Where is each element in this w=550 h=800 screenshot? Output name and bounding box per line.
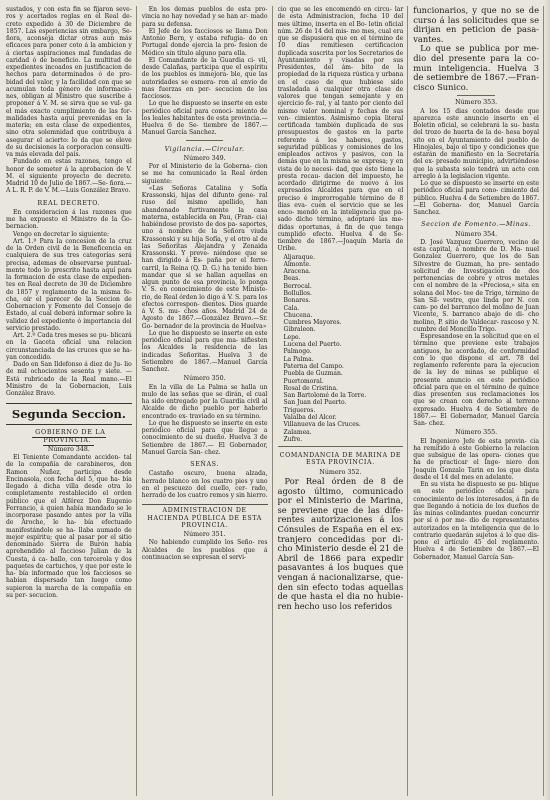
notice-number: Número 348. — [47, 445, 90, 453]
notice-number: Número 350. — [183, 375, 226, 383]
column-3 — [278, 6, 409, 796]
decree-signature: Dado en San Ildefonso á diez de Ju- lio de mil ochocientos sesenta y siete. —Está rubricado de la Real mano.—El Ministro de la Gobernacion, Luis González Bravo. — [6, 361, 132, 397]
town-list-item: Valalba del Alcor. — [283, 414, 337, 422]
decree-article-1: Art. 1.º Para la concesion de la cruz de la Orden civil de la Beneficencia en cualquiera de sus tres categorías será precisa, ademas de observarse puntual- mente todo lo prescrito hasta aquí para la formacion de esta clase de expedien- tes en Real decreto de 30 de Diciembre de 1857 y reglamento de la misma fe- cha, oír el parecer de la Seccion de Gobernacion y Fomento del Consejo de Estado, al cual deberá informar sobre la validez del expediente ó importancia del servicio prestado. — [6, 237, 132, 332]
column-1-paragraph: sustados, y con esta fin se fijaron seve- ros y acertados reglas en el Real de- creto expedido á 30 de Diciembre de 1857. Las esperiencias sin embargo, Se- ñora, aconseja dictar otras aun más eficaces para poner coto á la ambicion y á ciertas aspiraciones mal fundadas de caridad ó de beneficio. La multitud de expedientes incoados en justificacion de hechos para determinados ó de pro- bidad del valor, y la facilidad con que se acumulan toda género de informacio- nes, obligan al Ministro que suscribe á proponer á V. M. se sirva que se vul- ga el más exacto cumplimiento de las for- malidades hasta aquí prevenidas en la materia; en esta clase de expedientes, sino otra solemnidad que contribuya á asegurar el acierto: lo da que se eleve de su decisiones la corporacion consulti- va más elevada del país. — [6, 6, 132, 158]
marina-heading: COMANDANCIA DE MARINA DE ESTA PROVINCIA. — [279, 452, 402, 467]
separator-rule — [186, 140, 224, 141]
town-list-item: Puebla de Guzman. — [283, 370, 343, 378]
town-list-item: Paterna del Campo. — [283, 362, 344, 370]
notice-paragraph: Por Real órden de 8 de agosto último, comunicado por el Ministerio de Marina, se previene que de las dife- rentes autorizaciones á los Cónsules de España en el ex- tranjero concedidas por di- cho Ministerio desde el 21 de Abril de 1866 para expedir pasavantes á los buques que vengan á nacionalizarse, que- den sin efecto todas aquellas de que hasta el dia no hubie- ren hecho uso los referidos — [277, 475, 404, 611]
notice-paragraph: A los 15 dias contados desde que aparezca este anuncio inserto en el Boletin oficial, se celebrará la su- basta del trozo de huerta de la de- hesa boyal sito en el Ayuntamiento del pueblo de Hinojales, bajo el tipo y condiciones que estarán de manifiesto en la Secretaría del ex- presado municipio, advirtiéndose que la subasta solo tendrá un acto con arreglo á la legislacion vigente. — [413, 107, 539, 180]
town-list-item: Almonte. — [283, 260, 312, 268]
town-list-item: Villanueva de las Cruces. — [283, 421, 361, 429]
real-decreto-heading: REAL DECRETO. — [37, 199, 101, 207]
notice-paragraph: En su vista he dispuesto se pu- blique en este periódico oficial para conocimiento de los interesados, á fin de que llegando á noticia de los dueños de las minas colindantes puedan concurrir por sí ó por me- dio de representantes autorizados en la inteligencia que de lo contrario quedarán sujetos á lo que dis- pone el artículo 45 del reglamento. Huelva 4 de Setiembre de 1867.—El Gobernador, Manuel García San- — [413, 481, 539, 561]
notice-number: Número 352. — [319, 468, 362, 476]
notice-paragraph: El Ingeniero Jefe de esta provin- cia ha remitido á este Gobierno la relacion que subsigue de las opera- ciones que ha de practicar el Inge- niero don Joaquín Gonzalo Tarin en los que dista desde el 14 del mes en adelante. — [413, 437, 539, 481]
notice-number: Número 351. — [183, 531, 226, 538]
town-list-item: Puertomoral. — [283, 377, 324, 385]
town-list-item: Gibraleon. — [283, 326, 316, 334]
notice-paragraph: Lo que se dispuesto se inserte en este periódico oficial para cono- cimiento del público. Huelva 4 de Setiembre de 1867.—El Goberna- dor, Manuel García Sanchez. — [413, 180, 539, 217]
notice-number: Número 355. — [455, 429, 498, 437]
notice-paragraph: Por el Ministerio de la Goberna- cion se me ha comunicado la Real órden siguiente: — [141, 163, 268, 185]
town-list-item: San Juan del Puerto. — [283, 399, 347, 407]
town-list-item: Rosal de Cristina. — [283, 384, 338, 392]
notice-paragraph: El Comandante de la Guardia ci- vil, desde Calañas, participa que el espíritu de los pueblos es inmejora- ble, que las autoridades se esmera- ron al envio de mas fuerzas en per- secucion de los facciosos. — [141, 56, 268, 100]
town-list-item: Bonares. — [283, 297, 311, 305]
notice-paragraph: «Las Señoras Catalina y Sofía Krassonski, hijas del difunto gene- ral ruso del mismo apellido, han abandonado furtivamente la casa materna, establecida en Pau, (Fran- cia) habiéndose provisto de dos pa- saportes, uno á nombre de la Señora viuda Krassonski y su hija Sofía, y el otro al de las Señoritas Alejandra y Zenaida Krassonski. Y preve- niéndose que se han dirigido á Es- paña por el ferro-carril, la Reina (Q. D. G.) ha tenido bien mandar que si se hallan aquellas en algun punto de esa provincia, lo ponga V. S. en conocimiento de este Ministe- rio, de Real órden lo digo á V. S. para los efectos correspon- dientes. Dios guarde á V. S. mu- chos años. Madrid 24 de Agosto de 1867.—González Bravo.—Sr. Go- bernador de la provincia de Huelva» — [141, 184, 268, 330]
hacienda-heading: ADMINISTRACION DE HACIENDA PÚBLICA DE ESTA PROVINCIA. — [142, 504, 268, 529]
town-list-item: Cumbres Mayores. — [283, 319, 342, 327]
notice-number: Número 349. — [183, 154, 226, 162]
decree-article-2: Art. 2.º Cada tres meses se pu- blicará en la Gaceta oficial una relacion circunstanciada de las cruces que se ha- yan concedido. — [6, 332, 132, 361]
column-1-paragraph: Fundado en estas razones, tengo el honor de someter á la aprobacion de V. M. el siguiente proyecto de decreto. Madrid 10 de Julio de 1867.—Se- ñora.—A L. R. P. de V. M.—Luis González Bravo. — [6, 158, 132, 195]
senas-heading: SEÑAS. — [190, 461, 219, 468]
section-title: Segunda Seccion. — [6, 403, 132, 425]
gobierno-heading-text: GOBIERNO DE LA PROVINCIA. — [32, 428, 105, 445]
gobierno-heading — [6, 429, 132, 444]
town-list-item: Aljaraque. — [283, 253, 316, 261]
column-1-paragraph: En consideracion á las razones que me ha expuesto el Ministro de la Go- bernacion. — [6, 208, 132, 231]
notice-paragraph: Lo que he dispuesto se inserte en este periódico oficial para que ma- nifiesten los Alcaldes la residencia de las indicadas Señoritas. Huelva 3 de Setiembre de 1867.—Manuel García Sanchez. — [141, 329, 268, 373]
town-list-item: La Palma. — [283, 355, 314, 363]
notice-paragraph: Lo que se publica por me- dio del presente para la co- mun inteligencia. Huelva 3 de setiembre de 1867.—Fran- cisco Sunico. — [413, 43, 539, 92]
town-list-item: Lucena del Puerto. — [283, 341, 342, 349]
town-list-item: Zalamea. — [283, 428, 312, 436]
notice-paragraph: No habiendo cumplido los Seño- res Alcaldes de los pueblos que á continuacion se expresan el servi- — [141, 539, 268, 561]
separator-rule — [457, 95, 495, 96]
column-4 — [413, 6, 544, 796]
notice-paragraph: Espresandose en la solicitud que en el término que previene este trabajos antiguos, he acordado, de conformidad con lo que dispone el art. 78 del reglamento referente para la ejecucion de la ley de minas se publique el presente anuncio en este periódico oficial para que en el término de quince dias presenten sus reclamaciones los que se crean con derecho al terreno expresado. Huelva 4 de Setiembre de 1867.— El Gobernador, Manuel García San- chez. — [413, 333, 539, 428]
town-list-item: Bollullos. — [283, 289, 312, 297]
town-list — [284, 254, 404, 444]
town-list-item: Zufre. — [283, 435, 303, 443]
fomento-heading: Seccion de Fomento.—Minas. — [421, 221, 532, 229]
notice-paragraph: En la villa de La Palma se halla un mulo de las señas que se dirán, el cual ha sido entregado por la Guardia civil al Alcalde de dicho pueblo por haberlo encontrado ex- traviado en su término. — [141, 383, 268, 420]
column-2 — [142, 6, 273, 796]
notice-number: Número 353. — [455, 99, 498, 107]
town-list-item: Trigueros. — [283, 406, 316, 414]
notice-paragraph: Castaño oscuro, buena alzada, herrado blanco en los cuatro pies y uno en el pescuezo del cuello, cer- rado, herrado de los cuatro remos y sin hierro. — [141, 470, 268, 499]
notice-number: Número 354. — [455, 230, 498, 238]
column-1 — [6, 6, 137, 796]
town-list-item: Lepe. — [283, 333, 301, 341]
page-edge-shadow — [544, 0, 550, 800]
notice-paragraph: funcionarios, y que no se de curso á las solicitudes que se dirijan en peticion de pasa- vantes. — [413, 6, 539, 44]
notice-paragraph: El Jefe de los facciosos se llama Don Antonio Bern, y estaba refugia- do en Portugal donde ejercia la pro- fesion de Médico sin título alguno para ella. — [141, 27, 268, 57]
column-1-paragraph: Vengo en decretar lo siguiente: — [13, 230, 110, 238]
town-list-item: Aracena. — [283, 268, 311, 276]
notice-paragraph: El Teniente Comandante acciden- tal de la compañía de carabineros, don Ramon Nuñez, participa desde Encinasola, con fecha del 5, que ha- bía llegado á dicha villa desde otra lo completamente restablecido el orden público que el Alférez Don Eugenio Ferrancio, á quien había mandado se le incorporase pasando antes por la villa de Aroche, le ha- bía efectuado manifestándole se ha- llaba aumado de mejor espíritu; que al pasar por el sitio denominado Sierra de Burón había aprehendido al faccioso Julian de la Cuesta, á ca- ballo, con tercerola y dos paquetes de cartuchos, y que por este le ha- bía informado que los facciosos se habían dispersado tan luego como supieron la marcha de la compañía en su per- secucion. — [6, 454, 132, 599]
town-list-item: Chucena. — [283, 311, 313, 319]
town-list-item: Palmogo. — [283, 348, 312, 356]
notice-paragraph: Lo que he dispuesto se inserte en este periódico oficial para que llegue a conocimiento de su dueño. Huelva 3 de Setiembre de 1867.— El Gobernador, Manuel García San- chez. — [141, 419, 268, 456]
town-list-item: San Bartolomé de la Torre. — [283, 392, 367, 400]
notice-paragraph: En los demas pueblos de esta pro- vincia no hay novedad y se han ar- mado para su defensa. — [141, 6, 268, 28]
notice-paragraph: D. José Vazquez Guerrero, vecino de esta capital, á nombre de D. Ma- nuel Gonzalez Guerrero, que los de San Silvestre de Guzman, ha pre- sentado solicitud de Investigacion de dos pertenencias de cobre y otros metales con el nombre de la «Preciosa,» sita en solana del Moc- tee de Trigo, término de San Sil- vestre, que linda por N. con cam- po del barranco del molino de Juan Vicente, S. barranco abajo de di- cho molino, P. sitio de Valdecar- rascoso y N. cumbre del Moncillo Trigo. — [413, 238, 539, 333]
separator-rule — [278, 446, 404, 447]
town-list-item: Beas. — [283, 275, 301, 283]
notice-paragraph: Lo que he dispuesto se inserte en este periódico oficial para conoci- miento de los leales habitantes de esta provincia.—Huelva 6 de Se- tiembre de 1867.—Manuel García Sanchez. — [141, 100, 268, 137]
notice-paragraph: cio que se les encomendó en circu- lar de esta Administracion, fecha 10 del mes último, inserta en el Bo- letin oficial núm. 26 de 14 del mis- mo mes, cual era que se dispusiera que en el término de 10 dias remitiesen certificacion duplicada suscrita por los Secretarios de Ayuntamiento y visadas por sus Presidentes, del ám- bito de la propiedad de la riqueza rústica y urbana en el caso de que hubiese sido trasladada á cualquier otra clase de valores que tengan semejante y en ejercicio fe- ral, y al tanto por ciento del mismo valor nominal y fechas de sus ven- cimientos. Asimismo copia literal certificada también duplicada de sus presupuestos de gastos en la parte referente á los haberes, gastos, seguridad públicas y comisiones de los empleados activos y pasivos, con la demás que en la misma se expresa; y en vista de lo necesi- dad, que ésto tiene la presta recau- dacion del impuesto, he acordado dirigirme de nuevo á los expresados Alcaldes para que en el preciso é improrrogable término de 8 dias eva- cuen el servicio que se les enco- mendó en la inteligencia que pa- sado dicho término, adoptaré las me- didas oportunas, á fin de que tenga cumplido efecto. Huelva 4 de Se- tiembre de 1867.—Joaquín María de Uribe. — [277, 6, 404, 253]
vigilancia-heading: Vigilancia.—Circular. — [164, 145, 245, 153]
town-list-item: Berrocal. — [283, 282, 312, 290]
town-list-item: Cala. — [283, 304, 300, 312]
